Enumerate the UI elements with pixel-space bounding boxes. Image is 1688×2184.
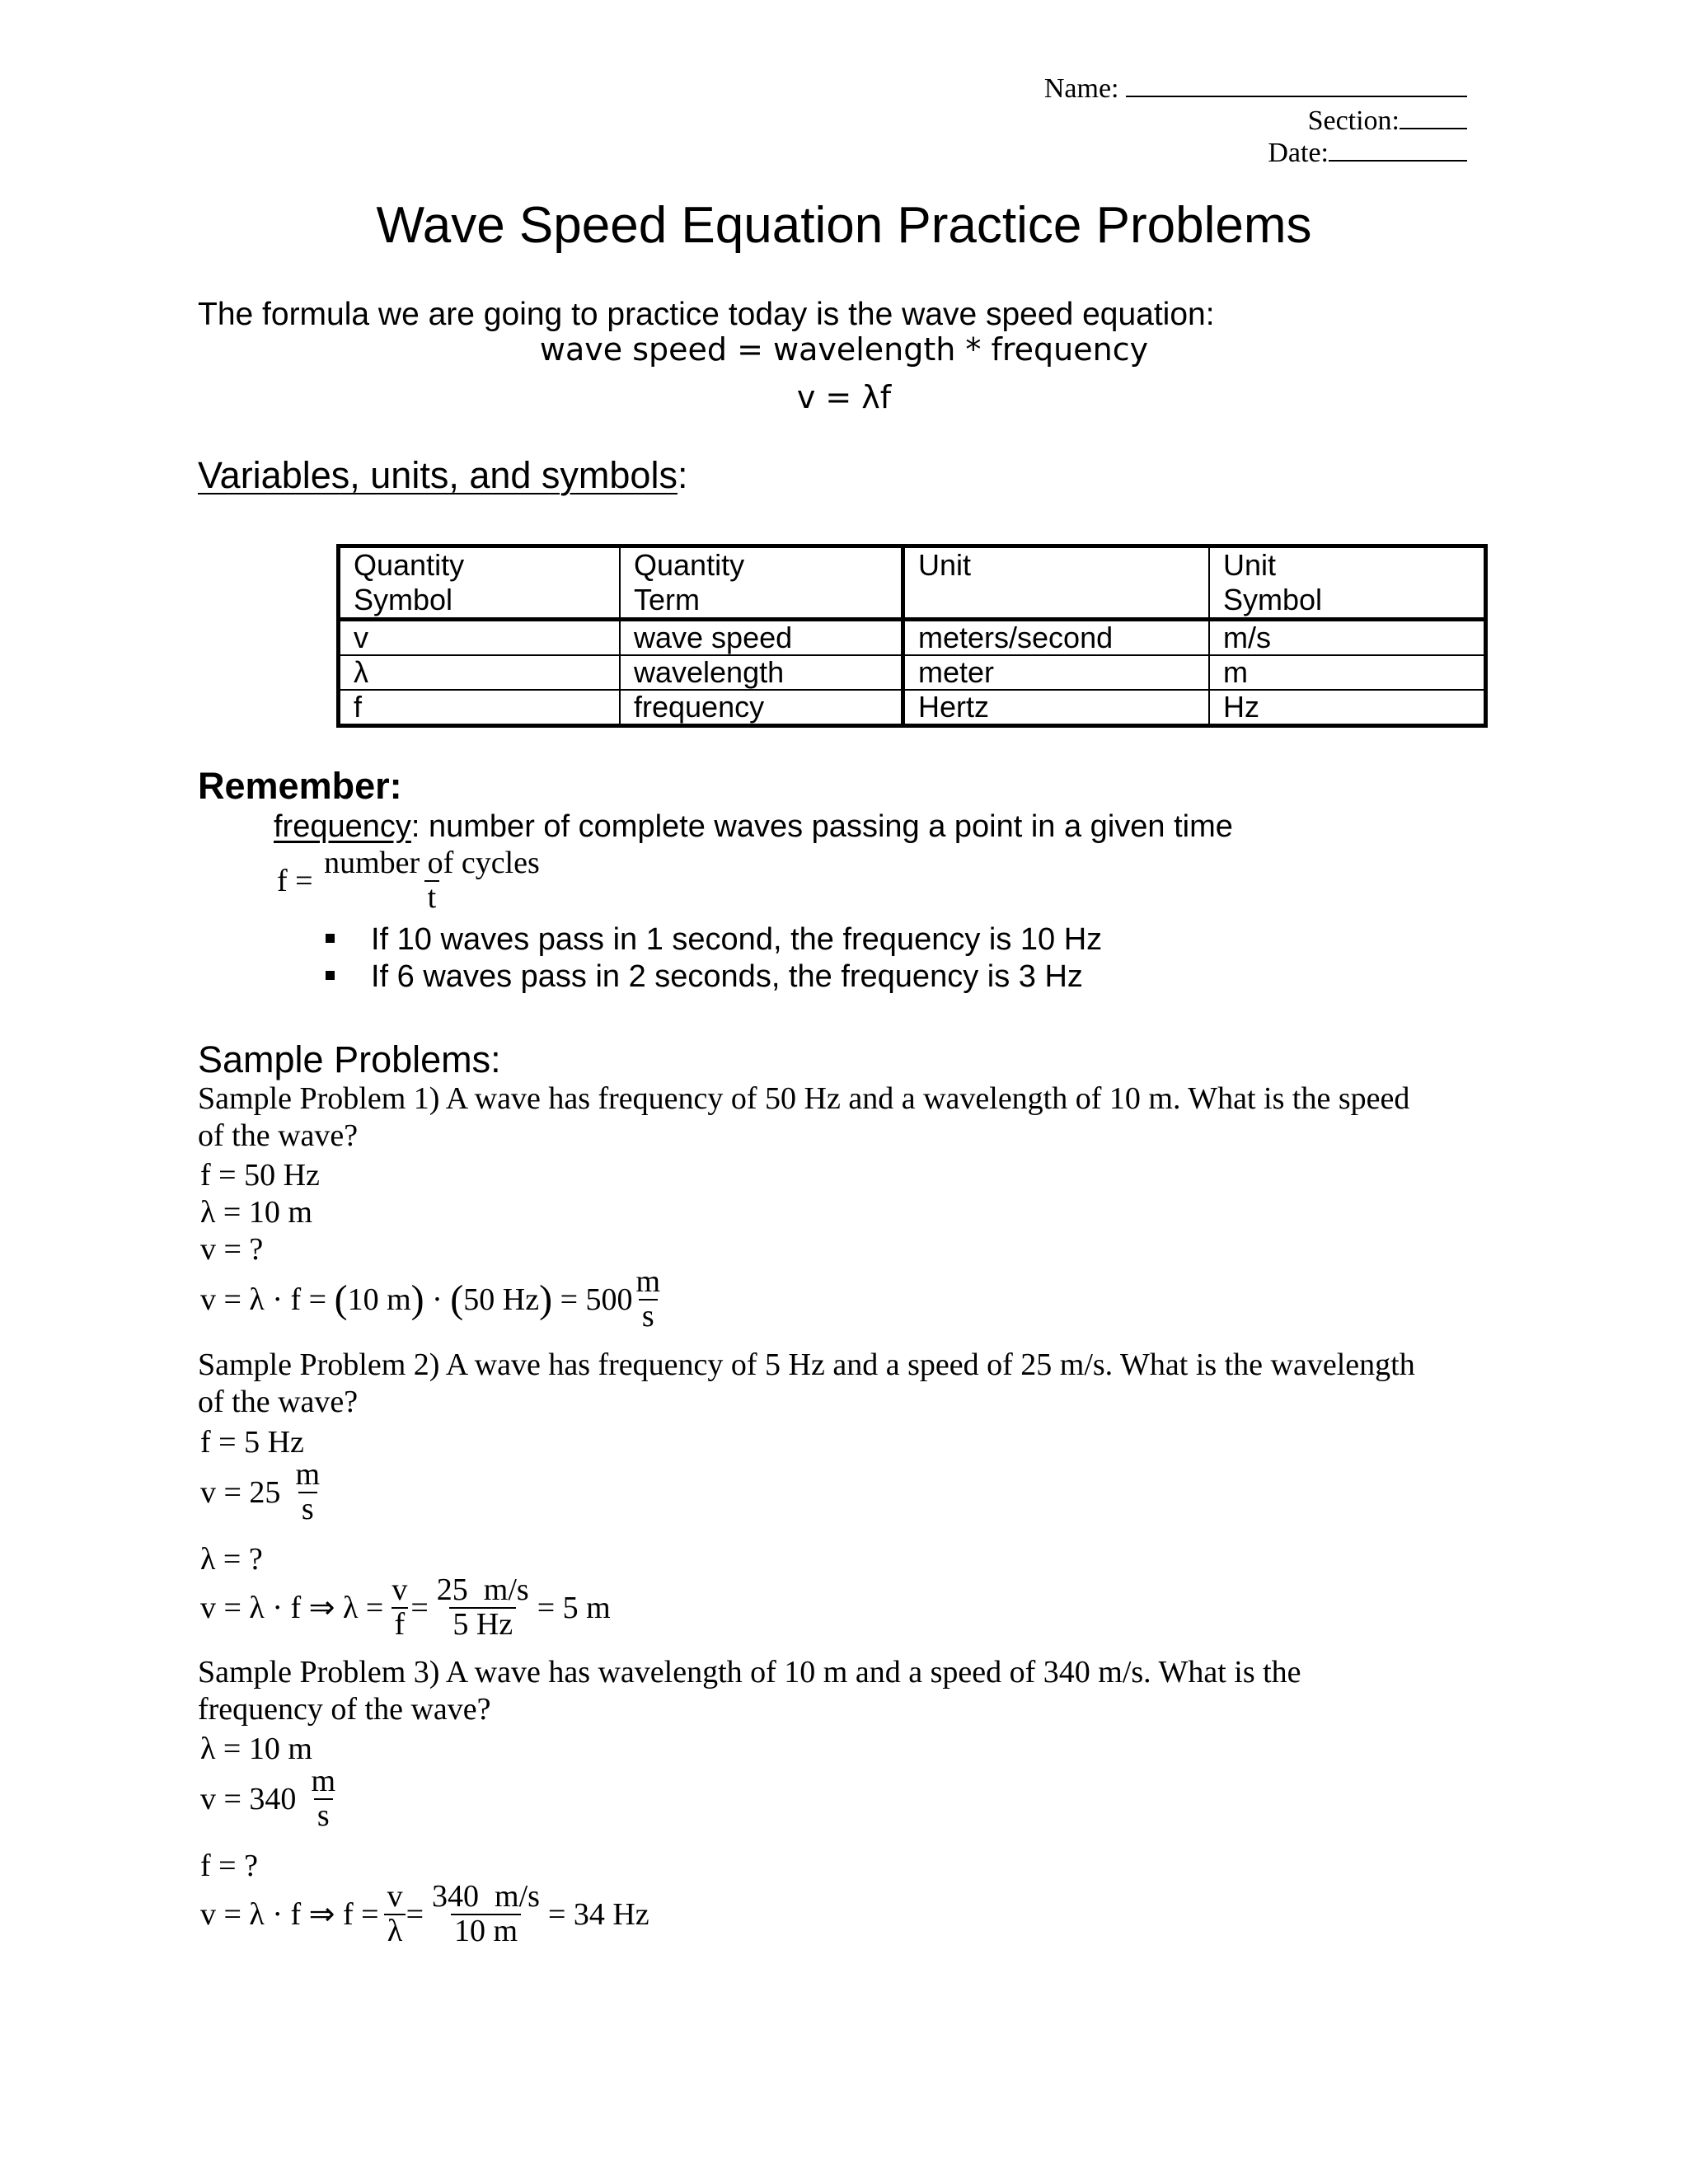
problem-1-solution: v = λ · f = ( 10 m ) · ( 50 Hz ) = 500 $\frac{m}{s}$ bbox=[200, 1266, 663, 1333]
variables-heading-text: Variables, units, and symbols bbox=[198, 454, 678, 496]
header-cell: Quantity Term bbox=[620, 546, 903, 620]
list-item: If 10 waves pass in 1 second, the frequency is 10 Hz bbox=[326, 922, 1102, 958]
problem-3-line-2: frequency of the wave? bbox=[198, 1692, 491, 1727]
table-cell: f bbox=[339, 690, 621, 726]
fraction: $\frac{v}{f}$ bbox=[392, 1572, 408, 1642]
name-blank[interactable] bbox=[1126, 73, 1467, 97]
problem-3-given-2: v = 340 $\frac{m}{s}$ bbox=[200, 1765, 339, 1833]
name-label: Name: bbox=[1043, 73, 1119, 104]
header-cell: Quantity Symbol bbox=[339, 546, 621, 620]
formula-numerator: number of cycles bbox=[324, 846, 540, 880]
section-blank[interactable] bbox=[1400, 105, 1467, 129]
problem-3-solution: v = λ · f ⇒ f = $\frac{v}{\lambda}$ = $\frac{340 m/s}{10 m}$ = 34 Hz bbox=[200, 1879, 649, 1948]
formula-denominator: t bbox=[424, 880, 440, 915]
table-cell: λ bbox=[339, 655, 621, 690]
table-cell: Hz bbox=[1209, 690, 1486, 726]
table-cell: wave speed bbox=[620, 620, 903, 656]
problem-1-line-2: of the wave? bbox=[198, 1118, 359, 1153]
problem-2-line-2: of the wave? bbox=[198, 1385, 359, 1419]
intro-text: The formula we are going to practice today is the wave speed equation: bbox=[198, 297, 1215, 332]
list-item: If 6 waves pass in 2 seconds, the frequency is 3 Hz bbox=[326, 959, 1083, 995]
formula-fraction bbox=[321, 847, 543, 915]
header-cell: Unit Symbol bbox=[1209, 546, 1486, 620]
table-cell: frequency bbox=[620, 690, 903, 726]
fraction: $\frac{340 m/s}{10 m}$ bbox=[432, 1879, 540, 1948]
section-label: Section: bbox=[1307, 105, 1400, 136]
problem-3-given-3: f = ? bbox=[200, 1849, 258, 1883]
frequency-definition-text: : number of complete waves passing a point in a given time bbox=[410, 809, 1233, 844]
problem-2-solution: v = λ · f ⇒ λ = $\frac{v}{f}$ = $\frac{25 m/s}{5 Hz}$ = 5 m bbox=[200, 1572, 611, 1642]
units-table bbox=[336, 544, 1488, 728]
bullet-square-icon bbox=[326, 971, 335, 980]
problem-2-given-2: v = 25 $\frac{m}{s}$ bbox=[200, 1459, 323, 1526]
problem-1-given-3: v = ? bbox=[200, 1232, 264, 1267]
remember-heading: Remember: bbox=[198, 765, 402, 807]
table-cell: m/s bbox=[1209, 620, 1486, 656]
table-row bbox=[339, 690, 1486, 726]
table-cell: v bbox=[339, 620, 621, 656]
table-cell: wavelength bbox=[620, 655, 903, 690]
table-cell: meter bbox=[903, 655, 1210, 690]
problem-2-given-3: λ = ? bbox=[200, 1542, 263, 1577]
samples-heading: Sample Problems: bbox=[198, 1038, 501, 1080]
table-row bbox=[339, 620, 1486, 656]
table-row bbox=[339, 655, 1486, 690]
section-field[interactable] bbox=[1308, 105, 1467, 137]
page-title: Wave Speed Equation Practice Problems bbox=[376, 197, 1312, 254]
table-cell: Hertz bbox=[903, 690, 1210, 726]
bullet-square-icon bbox=[326, 934, 335, 943]
fraction: $\frac{v}{\lambda}$ bbox=[384, 1881, 406, 1948]
date-field[interactable] bbox=[1268, 137, 1467, 169]
problem-1-line-1: Sample Problem 1) A wave has frequency of 50 Hz and a wavelength of 10 m. What is the speed bbox=[198, 1081, 1410, 1116]
fraction: $\frac{25 m/s}{5 Hz}$ bbox=[436, 1572, 529, 1642]
variables-heading-colon: : bbox=[677, 454, 688, 496]
unit-fraction: $\frac{m}{s}$ bbox=[295, 1457, 320, 1526]
date-blank[interactable] bbox=[1329, 137, 1467, 162]
unit-fraction: $\frac{m}{s}$ bbox=[311, 1764, 335, 1833]
problem-2-line-1: Sample Problem 2) A wave has frequency of 5 Hz and a speed of 25 m/s. What is the wavelength bbox=[198, 1347, 1415, 1382]
frequency-definition bbox=[274, 809, 1233, 845]
problem-1-given-1: f = 50 Hz bbox=[200, 1158, 320, 1193]
symbol-equation: v = λf bbox=[796, 379, 892, 415]
table-cell: meters/second bbox=[903, 620, 1210, 656]
formula-lhs: f = bbox=[277, 863, 313, 898]
header-cell: Unit bbox=[903, 546, 1210, 620]
table-header-row bbox=[339, 546, 1486, 620]
problem-1-given-2: λ = 10 m bbox=[200, 1195, 312, 1230]
name-field[interactable] bbox=[1044, 73, 1467, 105]
unit-fraction: $\frac{m}{s}$ bbox=[635, 1264, 661, 1333]
table-cell: m bbox=[1209, 655, 1486, 690]
problem-2-given-1: f = 5 Hz bbox=[200, 1425, 304, 1460]
frequency-formula bbox=[277, 847, 543, 915]
date-label: Date: bbox=[1268, 138, 1329, 168]
problem-3-given-1: λ = 10 m bbox=[200, 1732, 312, 1766]
variables-heading bbox=[198, 454, 687, 497]
problem-3-line-1: Sample Problem 3) A wave has wavelength of 10 m and a speed of 340 m/s. What is the bbox=[198, 1655, 1301, 1690]
frequency-term: frequency bbox=[274, 809, 411, 844]
word-equation: wave speed = wavelength * frequency bbox=[539, 331, 1149, 368]
